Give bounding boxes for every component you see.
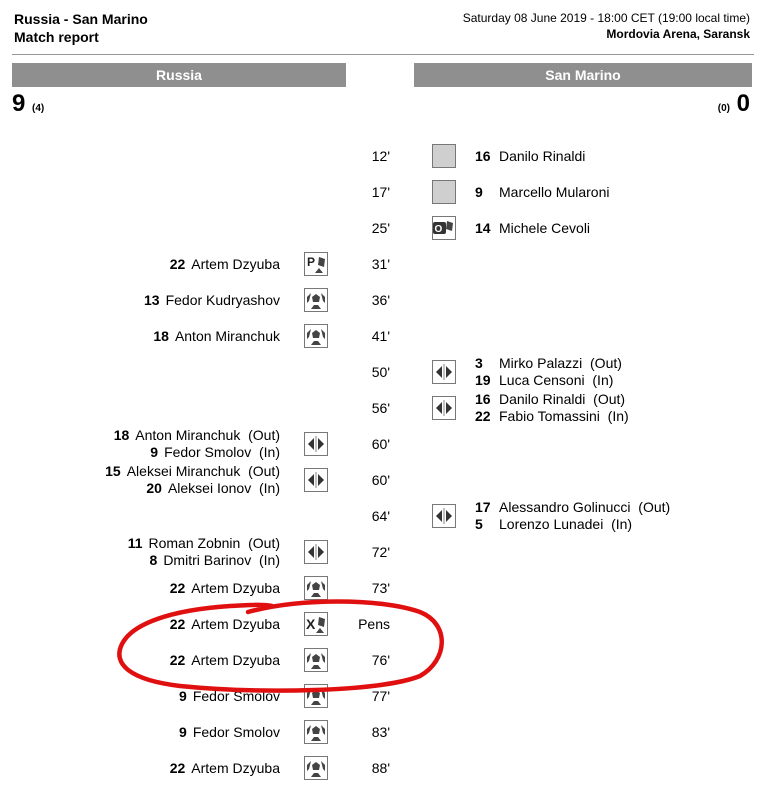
- home-event-players: [169, 580, 280, 597]
- event-minute: 56': [371, 400, 390, 416]
- event-minute: 36': [371, 292, 390, 308]
- own-goal-icon: [432, 216, 456, 240]
- player-name: Aleksei Miranchuk (Out): [126, 463, 280, 479]
- shirt-number: 16: [475, 148, 491, 164]
- player-name: Anton Miranchuk: [174, 328, 280, 344]
- card-icon: [432, 180, 456, 204]
- player-name: Artem Dzyuba: [191, 256, 280, 272]
- svg-text:X: X: [306, 616, 316, 632]
- event-minute: 77': [371, 688, 390, 704]
- home-event-players: [169, 652, 280, 669]
- home-half-time-score: (4): [32, 103, 45, 114]
- away-team-bar: San Marino: [414, 63, 752, 87]
- home-event-players: [171, 724, 280, 741]
- event-minute: 60': [371, 472, 390, 488]
- player-name: Michele Cevoli: [499, 220, 591, 236]
- home-event-players: [153, 328, 280, 345]
- player-line: [475, 391, 629, 408]
- svg-text:P: P: [307, 255, 316, 269]
- event-minute: 64': [371, 508, 390, 524]
- header-divider: [12, 54, 754, 55]
- event-minute: Pens: [358, 616, 390, 632]
- player-line: [475, 408, 629, 425]
- goal-icon: [304, 648, 328, 672]
- shirt-number: 15: [105, 463, 121, 479]
- player-name: Fedor Smolov (In): [164, 444, 280, 460]
- event-row: [0, 534, 770, 570]
- player-line: [475, 355, 622, 372]
- player-name: Roman Zobnin (Out): [148, 535, 280, 551]
- away-event-players: [475, 391, 629, 425]
- event-minute: 60': [371, 436, 390, 452]
- shirt-number: 14: [475, 220, 491, 236]
- player-name: Fedor Smolov: [192, 724, 280, 740]
- card-icon: [432, 144, 456, 168]
- shirt-number: 20: [146, 480, 162, 496]
- penalty-goal-icon: [304, 252, 328, 276]
- event-minute: 76': [371, 652, 390, 668]
- event-minute: 72': [371, 544, 390, 560]
- shirt-number: 9: [150, 444, 159, 460]
- event-minute: 50': [371, 364, 390, 380]
- shirt-number: 9: [179, 724, 187, 740]
- shirt-number: 18: [153, 328, 169, 344]
- shirt-number: 17: [475, 499, 491, 515]
- away-score: 0: [736, 90, 750, 117]
- event-row: [0, 426, 770, 462]
- event-minute: 25': [371, 220, 390, 236]
- event-row: [0, 678, 770, 714]
- event-row: [0, 750, 770, 786]
- home-event-players: [169, 760, 280, 777]
- shirt-number: 9: [475, 184, 483, 200]
- player-name: Dmitri Barinov (In): [163, 552, 280, 568]
- match-title: Russia - San Marino: [14, 11, 148, 27]
- away-event-players: [475, 184, 609, 201]
- player-line: [169, 760, 280, 777]
- player-line: [171, 724, 280, 741]
- player-line: [153, 328, 280, 345]
- event-row: [0, 642, 770, 678]
- event-minute: 17': [371, 184, 390, 200]
- player-line: [475, 148, 585, 165]
- shirt-number: 22: [169, 760, 186, 776]
- shirt-number: 22: [475, 408, 491, 424]
- player-line: [169, 256, 280, 273]
- shirt-number: 11: [127, 535, 143, 551]
- match-info: [463, 10, 750, 42]
- svg-text:O: O: [434, 224, 443, 235]
- player-name: Fabio Tomassini (In): [499, 408, 629, 424]
- shirt-number: 22: [169, 616, 186, 632]
- goal-icon: [304, 756, 328, 780]
- player-name: Aleksei Ionov (In): [167, 480, 280, 496]
- away-event-players: [475, 220, 590, 237]
- substitution-icon: [304, 432, 328, 456]
- report-label: Match report: [14, 29, 99, 45]
- home-event-players: [169, 256, 280, 273]
- shirt-number: 8: [149, 552, 158, 568]
- goal-icon: [304, 684, 328, 708]
- player-line: [169, 580, 280, 597]
- event-row: [0, 462, 770, 498]
- player-line: [113, 444, 280, 461]
- substitution-icon: [432, 360, 456, 384]
- event-minute: 73': [371, 580, 390, 596]
- match-header: [14, 10, 148, 46]
- away-half-time-score: (0): [717, 103, 730, 114]
- player-line: [475, 516, 670, 533]
- player-line: [169, 652, 280, 669]
- substitution-icon: [304, 468, 328, 492]
- player-line: [105, 480, 280, 497]
- player-line: [127, 535, 281, 552]
- event-row: [0, 174, 770, 210]
- home-score: 9: [12, 90, 26, 117]
- shirt-number: 22: [169, 652, 186, 668]
- player-name: Artem Dzyuba: [191, 760, 280, 776]
- shirt-number: 18: [113, 427, 130, 443]
- substitution-icon: [432, 504, 456, 528]
- player-line: [475, 499, 670, 516]
- event-minute: 31': [371, 256, 390, 272]
- home-event-players: [105, 463, 280, 497]
- event-row: [0, 498, 770, 534]
- player-name: Luca Censoni (In): [499, 372, 614, 388]
- away-event-players: [475, 148, 585, 165]
- event-row: [0, 318, 770, 354]
- player-line: [169, 616, 280, 633]
- player-line: [475, 372, 622, 389]
- away-event-players: [475, 355, 622, 389]
- event-row: [0, 138, 770, 174]
- home-event-players: [169, 616, 280, 633]
- away-event-players: [475, 499, 670, 533]
- event-row: [0, 246, 770, 282]
- event-row: [0, 714, 770, 750]
- event-row: [0, 606, 770, 642]
- event-row: [0, 210, 770, 246]
- home-event-players: [144, 292, 280, 309]
- player-name: Fedor Smolov: [192, 688, 280, 704]
- shirt-number: 9: [179, 688, 187, 704]
- player-line: [475, 220, 590, 237]
- player-line: [105, 463, 280, 480]
- player-name: Lorenzo Lunadei (In): [499, 516, 633, 532]
- home-event-players: [171, 688, 280, 705]
- player-line: [127, 552, 281, 569]
- shirt-number: 22: [169, 256, 186, 272]
- match-datetime: Saturday 08 June 2019 - 18:00 CET (19:00 local time): [462, 11, 750, 25]
- goal-icon: [304, 288, 328, 312]
- match-venue: Mordovia Arena, Saransk: [606, 27, 750, 41]
- away-score-block: [718, 90, 750, 123]
- substitution-icon: [304, 540, 328, 564]
- shirt-number: 16: [475, 391, 491, 407]
- player-line: [144, 292, 280, 309]
- home-team-bar: Russia: [12, 63, 346, 87]
- event-minute: 41': [371, 328, 390, 344]
- player-name: Fedor Kudryashov: [165, 292, 280, 308]
- goal-icon: [304, 576, 328, 600]
- home-score-block: [12, 90, 44, 123]
- player-name: Marcello Mularoni: [499, 184, 610, 200]
- home-event-players: [127, 535, 281, 569]
- player-name: Anton Miranchuk (Out): [135, 427, 280, 443]
- substitution-icon: [432, 396, 456, 420]
- shirt-number: 5: [475, 516, 483, 532]
- shirt-number: 19: [475, 372, 491, 388]
- event-row: [0, 354, 770, 390]
- shirt-number: 22: [169, 580, 186, 596]
- player-line: [171, 688, 280, 705]
- home-event-players: [113, 427, 280, 461]
- player-line: [475, 184, 609, 201]
- event-minute: 12': [371, 148, 390, 164]
- player-name: Artem Dzyuba: [191, 652, 280, 668]
- event-row: [0, 570, 770, 606]
- penalty-missed-icon: [304, 612, 328, 636]
- player-name: Artem Dzyuba: [191, 580, 280, 596]
- player-name: Artem Dzyuba: [191, 616, 280, 632]
- player-name: Alessandro Golinucci (Out): [499, 499, 671, 515]
- event-minute: 88': [371, 760, 390, 776]
- goal-icon: [304, 720, 328, 744]
- goal-icon: [304, 324, 328, 348]
- event-minute: 83': [371, 724, 390, 740]
- player-line: [113, 427, 280, 444]
- player-name: Mirko Palazzi (Out): [499, 355, 622, 371]
- event-row: [0, 282, 770, 318]
- shirt-number: 13: [144, 292, 160, 308]
- player-name: Danilo Rinaldi: [499, 148, 586, 164]
- player-name: Danilo Rinaldi (Out): [499, 391, 626, 407]
- shirt-number: 3: [475, 355, 483, 371]
- event-row: [0, 390, 770, 426]
